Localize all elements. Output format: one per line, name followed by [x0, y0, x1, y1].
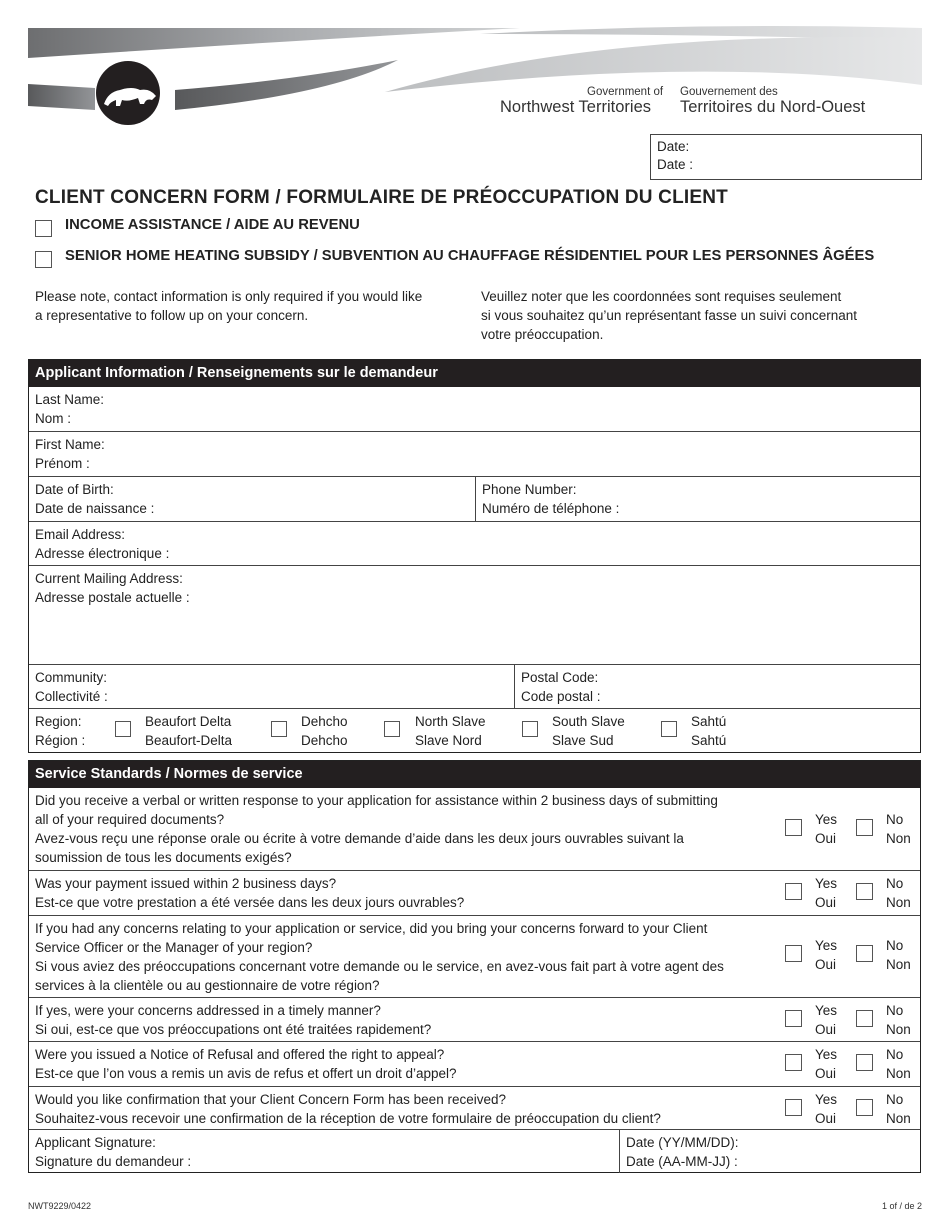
yes-checkbox[interactable]	[785, 883, 802, 900]
no-label-en: No	[886, 1003, 904, 1018]
no-label-fr: Non	[886, 957, 911, 972]
question-line: Service Officer or the Manager of your region?	[35, 940, 313, 955]
first-name-field[interactable]	[29, 431, 920, 476]
income-assistance-checkbox[interactable]	[35, 220, 52, 237]
phone-label-en: Phone Number:	[482, 482, 577, 497]
yes-label-en: Yes	[815, 1092, 838, 1107]
applicant-info-heading: Applicant Information / Renseignements sur le demandeur	[29, 360, 920, 387]
question-line: Souhaitez-vous recevoir une confirmation de la réception de votre formulaire de préoccupation du client?	[35, 1111, 661, 1126]
region-option-beaufort-delta	[139, 709, 259, 752]
yes-label	[815, 1001, 837, 1039]
community-label-fr: Collectivité :	[35, 689, 108, 704]
community-postal-row	[29, 664, 920, 708]
yes-checkbox[interactable]	[785, 1054, 802, 1071]
no-label	[886, 936, 911, 974]
region-label-fr: Région :	[35, 733, 86, 748]
signature-label-fr: Signature du demandeur :	[35, 1154, 192, 1169]
sig-date-label-en: Date (YY/MM/DD):	[626, 1135, 739, 1150]
region-option-south-slave	[546, 709, 656, 752]
note-fr	[481, 287, 911, 344]
question-row	[29, 1086, 920, 1129]
yes-checkbox[interactable]	[785, 945, 802, 962]
mailing-address-field[interactable]	[29, 565, 920, 664]
question-text	[35, 1001, 765, 1039]
question-line: Avez-vous reçu une réponse orale ou écrite à votre demande d’aide dans les deux jours ouvrables suivant la	[35, 831, 684, 846]
question-text	[35, 874, 765, 912]
question-text	[35, 1090, 765, 1128]
note-fr-line: votre préoccupation.	[481, 327, 604, 342]
no-label	[886, 874, 911, 912]
gov-fr-label: Gouvernement des	[680, 86, 778, 98]
nwt-bear-logo	[96, 61, 160, 125]
page-number: 1 of / de 2	[881, 1201, 922, 1211]
question-line: Est-ce que votre prestation a été versée dans les deux jours ouvrables?	[35, 895, 465, 910]
yes-label-en: Yes	[815, 812, 838, 827]
question-row	[29, 997, 920, 1041]
question-line: Would you like confirmation that your Client Concern Form has been received?	[35, 1092, 506, 1107]
question-line: Did you receive a verbal or written response to your application for assistance within 2 business days of submitting	[35, 793, 718, 808]
applicant-info-section	[28, 359, 921, 753]
no-label-en: No	[886, 876, 904, 891]
region-label	[29, 709, 109, 752]
postal-label-fr: Code postal :	[521, 689, 601, 704]
region-option-sahtu	[685, 709, 785, 752]
no-checkbox[interactable]	[856, 1054, 873, 1071]
yes-label	[815, 936, 837, 974]
region-option-label-en: North Slave	[415, 714, 486, 729]
community-label-en: Community:	[35, 670, 108, 685]
no-label-en: No	[886, 938, 904, 953]
sig-date-label-fr: Date (AA-MM-JJ) :	[626, 1154, 738, 1169]
question-line: Est-ce que l’on vous a remis un avis de refus et offert un droit d’appel?	[35, 1066, 457, 1081]
question-line: services à la clientèle ou au gestionnaire de votre région?	[35, 978, 380, 993]
question-line: Si oui, est-ce que vos préoccupations ont été traitées rapidement?	[35, 1022, 432, 1037]
form-id: NWT9229/0422	[28, 1201, 92, 1211]
region-option-label-en: Beaufort Delta	[145, 714, 232, 729]
signature-label-en: Applicant Signature:	[35, 1135, 156, 1150]
question-text	[35, 919, 765, 995]
question-line: If you had any concerns relating to your application or service, did you bring your concerns forward to your Client	[35, 921, 708, 936]
region-sahtu-checkbox[interactable]	[661, 721, 677, 737]
region-south-slave-checkbox[interactable]	[522, 721, 538, 737]
yes-label	[815, 1045, 837, 1083]
income-assistance-label: INCOME ASSISTANCE / AIDE AU REVENU	[65, 217, 360, 233]
first-name-label-en: First Name:	[35, 437, 105, 452]
postal-label-en: Postal Code:	[521, 670, 599, 685]
note-en-line: Please note, contact information is only required if you would like	[35, 289, 423, 304]
question-line: soumission de tous les documents exigés?	[35, 850, 292, 865]
dob-label-en: Date of Birth:	[35, 482, 114, 497]
no-checkbox[interactable]	[856, 819, 873, 836]
date-field[interactable]	[650, 134, 922, 180]
yes-label-fr: Oui	[815, 1111, 837, 1126]
gov-fr-name: Territoires du Nord-Ouest	[680, 98, 866, 116]
no-checkbox[interactable]	[856, 883, 873, 900]
question-row	[29, 788, 920, 870]
region-option-label-fr: Dehcho	[301, 733, 348, 748]
yes-label-fr: Oui	[815, 1022, 837, 1037]
dob-field[interactable]	[29, 477, 475, 521]
no-label-en: No	[886, 812, 904, 827]
region-beaufort-delta-checkbox[interactable]	[115, 721, 131, 737]
yes-label-fr: Oui	[815, 957, 837, 972]
no-checkbox[interactable]	[856, 1099, 873, 1116]
no-label	[886, 1001, 911, 1039]
region-option-label-fr: Slave Sud	[552, 733, 614, 748]
address-label-fr: Adresse postale actuelle :	[35, 590, 190, 605]
yes-label-en: Yes	[815, 1003, 838, 1018]
region-option-label-fr: Slave Nord	[415, 733, 482, 748]
yes-checkbox[interactable]	[785, 1099, 802, 1116]
yes-label-en: Yes	[815, 938, 838, 953]
region-north-slave-checkbox[interactable]	[384, 721, 400, 737]
region-row	[29, 708, 920, 752]
no-label-en: No	[886, 1047, 904, 1062]
region-label-en: Region:	[35, 714, 82, 729]
dob-label-fr: Date de naissance :	[35, 501, 155, 516]
no-label-fr: Non	[886, 1111, 911, 1126]
no-label-en: No	[886, 1092, 904, 1107]
yes-label-fr: Oui	[815, 895, 837, 910]
yes-checkbox[interactable]	[785, 819, 802, 836]
question-line: all of your required documents?	[35, 812, 225, 827]
note-en-line: a representative to follow up on your concern.	[35, 308, 309, 323]
note-en	[35, 287, 465, 325]
question-row	[29, 870, 920, 915]
question-line: Si vous aviez des préoccupations concernant votre demande ou le service, en avez-vous fait part à votre agent des	[35, 959, 724, 974]
region-option-label-en: Sahtú	[691, 714, 727, 729]
no-checkbox[interactable]	[856, 945, 873, 962]
region-option-label-fr: Sahtú	[691, 733, 727, 748]
region-option-label-fr: Beaufort-Delta	[145, 733, 233, 748]
region-option-dehcho	[295, 709, 395, 752]
no-label	[886, 1045, 911, 1083]
heating-subsidy-label: SENIOR HOME HEATING SUBSIDY / SUBVENTION AU CHAUFFAGE RÉSIDENTIEL POUR LES PERSONNES ÂGÉES	[65, 248, 875, 264]
yes-label-fr: Oui	[815, 1066, 837, 1081]
last-name-label-fr: Nom :	[35, 411, 72, 426]
dob-phone-row	[29, 476, 920, 521]
question-text	[35, 791, 765, 867]
gov-en-name: Northwest Territories	[500, 98, 651, 116]
yes-label	[815, 810, 837, 848]
yes-label-en: Yes	[815, 876, 838, 891]
no-checkbox[interactable]	[856, 1010, 873, 1027]
address-label-en: Current Mailing Address:	[35, 571, 183, 586]
yes-checkbox[interactable]	[785, 1010, 802, 1027]
phone-field[interactable]	[475, 477, 920, 521]
email-label-en: Email Address:	[35, 527, 126, 542]
postal-code-field[interactable]	[514, 665, 920, 708]
note-fr-line: Veuillez noter que les coordonnées sont requises seulement	[481, 289, 842, 304]
note-fr-line: si vous souhaitez qu’un représentant fasse un suivi concernant	[481, 308, 857, 323]
applicant-signature-field[interactable]	[29, 1130, 619, 1173]
no-label-fr: Non	[886, 1022, 911, 1037]
no-label	[886, 1090, 911, 1128]
service-standards-section	[28, 760, 921, 1173]
no-label	[886, 810, 911, 848]
question-line: Was your payment issued within 2 business days?	[35, 876, 337, 891]
no-label-fr: Non	[886, 895, 911, 910]
question-text	[35, 1045, 765, 1083]
region-option-north-slave	[409, 709, 519, 752]
service-standards-heading: Service Standards / Normes de service	[29, 761, 920, 788]
yes-label-en: Yes	[815, 1047, 838, 1062]
signature-date-field[interactable]	[619, 1130, 920, 1173]
community-field[interactable]	[29, 665, 514, 708]
first-name-label-fr: Prénom :	[35, 456, 90, 471]
signature-row	[29, 1129, 920, 1173]
no-label-fr: Non	[886, 1066, 911, 1081]
date-label-en: Date:	[657, 139, 690, 154]
yes-label	[815, 1090, 837, 1128]
question-line: Were you issued a Notice of Refusal and offered the right to appeal?	[35, 1047, 445, 1062]
email-label-fr: Adresse électronique :	[35, 546, 170, 561]
email-field[interactable]	[29, 521, 920, 565]
last-name-label-en: Last Name:	[35, 392, 105, 407]
yes-label	[815, 874, 837, 912]
question-row	[29, 915, 920, 997]
yes-label-fr: Oui	[815, 831, 837, 846]
question-line: If yes, were your concerns addressed in a timely manner?	[35, 1003, 381, 1018]
phone-label-fr: Numéro de téléphone :	[482, 501, 620, 516]
form-title: CLIENT CONCERN FORM / FORMULAIRE DE PRÉOCCUPATION DU CLIENT	[35, 187, 728, 208]
region-dehcho-checkbox[interactable]	[271, 721, 287, 737]
region-option-label-en: Dehcho	[301, 714, 348, 729]
no-label-fr: Non	[886, 831, 911, 846]
question-row	[29, 1041, 920, 1086]
last-name-field[interactable]	[29, 387, 920, 431]
gov-en-label: Government of	[587, 86, 664, 98]
heating-subsidy-checkbox[interactable]	[35, 251, 52, 268]
date-label-fr: Date :	[657, 157, 694, 172]
region-option-label-en: South Slave	[552, 714, 625, 729]
